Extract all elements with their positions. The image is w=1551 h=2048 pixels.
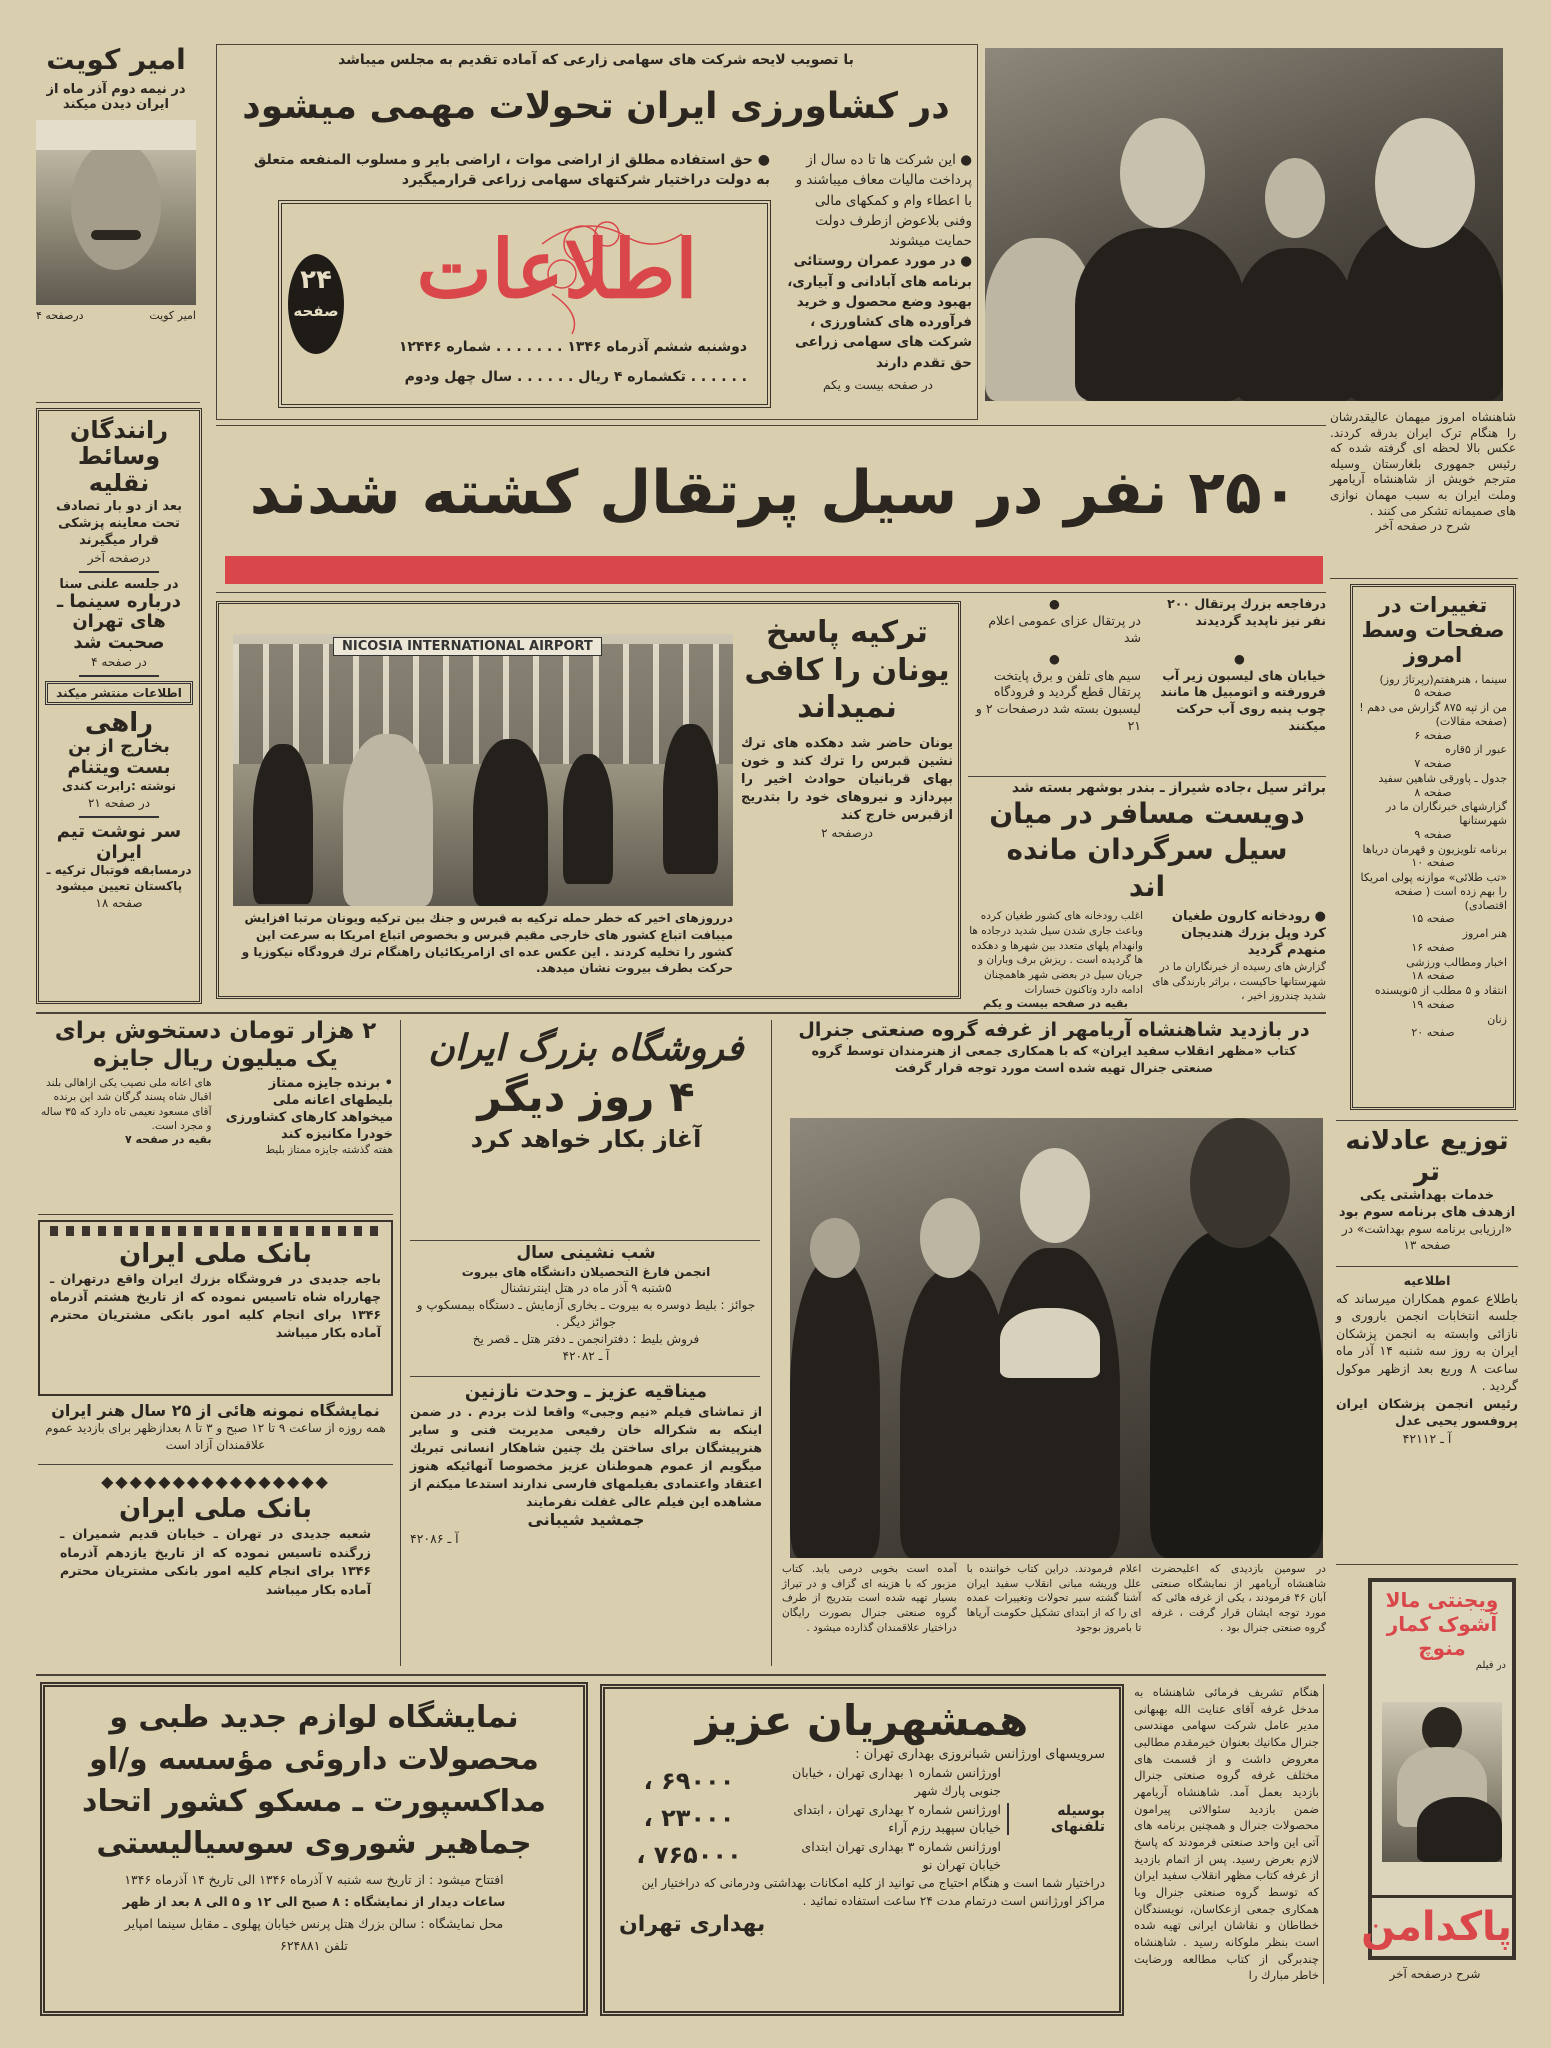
bullet-text: برنده جایزه ممتاز بلیطهای اعانه ملی میخواهد کارهای کشاورزی خودرا مکانیزه کند (225, 1076, 393, 1142)
general-visit-headline: در بازدید شاهنشاه آریامهر از غرفه گروه صنعتی جنرال (798, 1019, 1310, 1041)
portugal-bullet-4: ● سیم های تلفن و برق پایتخت پرتقال قطع گردید و فرودگاه لیسبون بسته شد درصفحات ۲ و ۲۱ (975, 650, 1141, 734)
gala-notice (404, 1244, 768, 1364)
gala-title: شب نشینی سال (516, 1243, 656, 1263)
kuwait-title: امیر کویت (46, 43, 186, 76)
date-line: دوشنبه ششم آذرماه ۱۳۴۶ . . . . . . . شماره ۱۲۴۴۶ (398, 339, 747, 355)
changes-item-text: سینما ، هنرهفتم(رپرتاژ روز) (1379, 672, 1507, 686)
store-ad-text: آغاز بکار خواهد کرد (470, 1124, 702, 1153)
changes-item-text: انتقاد و ۵ مطلب از ۵نویسنده (1374, 984, 1507, 998)
film-caption: شرح درصفحه آخر (1389, 1967, 1481, 1981)
drivers-ref: درصفحه آخر (87, 550, 151, 565)
changes-item-page: صفحه ۱۰ (1411, 856, 1455, 870)
caption-text: شاهنشاه امروز میهمان عالیقدرشان را هنگام ترک ایران بدرقه کردند. عکس بالا لحظه ای گرفته شده که رئیس جمهوری بلغارستان وسیله مترجم خویش از شاهنشاه آریامهر وملت ایران به سبب مهمان نوازی های صمیمانه تشکر می کنند . (1330, 410, 1516, 518)
bullet-text: رودخانه کارون طغیان کرد وپل بزرك هندیجان منهدم گردید (1171, 909, 1326, 958)
pages-badge-label: صفحه (293, 301, 339, 320)
cinema-ref: در صفحه ۴ (91, 654, 147, 669)
publisher-label: اطلاعات منتشر میکند (45, 681, 193, 705)
masthead (278, 200, 771, 408)
portugal-bullet-1: درفاجعه بزرك پرتقال ۲۰۰ نفر نیز ناپدید گردیدند (1167, 596, 1326, 628)
changes-item (1359, 701, 1507, 742)
cyprus-text-column (741, 614, 953, 842)
changes-item-page: صفحه ۷ (1414, 757, 1452, 771)
changes-item-page: صفحه ۸ (1414, 785, 1452, 799)
changes-item-page: صفحه ۶ (1414, 728, 1452, 742)
gala-when: ۵شنبه ۹ آذر ماه در هتل اینترنشنال (500, 1281, 672, 1296)
emergency-center-name: اورژانس شماره ۱ بهداری تهران ، خیابان جنوبی پارك شهر (792, 1765, 1001, 1798)
store-ad-title: فروشگاه بزرگ ایران (428, 1027, 744, 1069)
emergency-center-phone: ۶۹۰۰۰ ، (643, 1767, 735, 1795)
emergency-center-phone: ۷۶۵۰۰۰ ، (636, 1841, 742, 1869)
top-story-bullet-3: ● در مورد عمران روستائی برنامه های آبادانی و آبیاری، بهبود وضع محصول و خرید فرآورده های کشاورزی ، شرکت های سهامی زراعی حق تقدم دارند (787, 253, 972, 371)
lottery-col-1 (220, 1076, 394, 1156)
bullet-text: در پرتقال عزای عمومی اعلام شد (988, 612, 1141, 645)
changes-item-page: صفحه ۹ (1414, 827, 1452, 841)
top-story-side-column (784, 150, 972, 394)
emergency-center-phone: ۲۳۰۰۰ ، (643, 1804, 735, 1832)
lottery-note: هفته گذشته جایزه ممتاز بلیط (265, 1143, 393, 1156)
cinema-kicker: در جلسه علنی سنا (59, 576, 179, 592)
portugal-bullet-2: ● در پرتقال عزای عمومی اعلام شد (988, 596, 1141, 645)
rahi-author: نوشته :رابرت کندی (61, 779, 177, 794)
emergency-phone-label: بوسیله تلفنهای (1007, 1803, 1105, 1835)
changes-item-text: «تب طلائی» موازنه پولی امریکا را بهم زده است ( صفحه اقتصادی) (1360, 871, 1507, 912)
lottery-text: های اعانه ملی نصیب یکی ازاهالی بلند اقبال شاه پسند گرگان شد این برنده آقای مسعود نعیمی تاه دارد که ۳۵ ساله و مجرد است. (40, 1077, 212, 1132)
film-letter-text: از تماشای فیلم «نیم وجبی» واقعا لذت بردم . در ضمن اینکه به شکراله خان رفیعی مدیریت فنی و سایر هنرپیشگان برای ساختن یك چنین شاهکار انسانی تبریك میگویم از عموم هموطنان عزیز مخصوصا آنهائیکه هنوز اعتقاد واعتمادی بفیلمهای فارسی ندارند استدعا میکنم از مشاهده این فیلم عالی غفلت نفرمایند (410, 1403, 762, 1510)
changes-item-text: گزارشهای خبرنگاران ما در شهرستانها (1386, 800, 1507, 828)
kuwait-story (36, 44, 196, 322)
store-ad[interactable] (404, 1028, 768, 1153)
art-exhibition-notice (38, 1402, 393, 1453)
airport-sign: NICOSIA INTERNATIONAL AIRPORT (333, 637, 602, 656)
cinema-title: درباره سینما ـ های تهران صحبت شد (56, 590, 181, 654)
general-visit-col-1: در سومین بازدیدی که اعلیحضرت شاهنشاه آریامهر از نمایشگاه صنعتی آبان ۴۶ فرمودند ، یکی از غرفه هائی که مورد توجه ایشان قرار گرفت ، غرفه گروه صنعتی جنرال بود . (1151, 1563, 1326, 1634)
lottery-ref: بقیه در صفحه ۷ (124, 1132, 212, 1146)
emir-kuwait-photo (36, 120, 196, 305)
notice-title: اطلاعیه (1403, 1273, 1451, 1288)
royal-farewell-photo (985, 48, 1503, 401)
changes-item (1359, 1013, 1507, 1041)
kuwait-photo-label: امیر کویت (149, 309, 196, 323)
rahi-subtitle: بخارج از بن بست ویتنام (67, 736, 171, 778)
drivers-title: رانندگان وسائط نقلیه (69, 416, 169, 497)
notice (1336, 1272, 1518, 1447)
emergency-center-row (619, 1764, 1001, 1799)
changes-item-page: صفحه ۱۶ (1411, 940, 1455, 954)
rahi-title: راهی (84, 707, 154, 738)
cyprus-photo-caption: درروزهای اخیر که خطر حمله ترکیه به قبرس و جنك بین ترکیه ویونان مرتبا افزایش میبافت اتباع کشور های خارجی مقیم قبرس و بخصوص اتباع امریکا به سرعت این کشور را تخلیه کردند . این عکس عده ای ازامریکائیان راهنگام ترك فرودگاه نیکوزیا و حرکت بطرف بیروت نشان میدهد. (241, 911, 733, 976)
emergency-centers-list (619, 1762, 1001, 1875)
changes-item (1359, 772, 1507, 800)
pages-badge (288, 254, 344, 354)
team-text: درمسابقه فوتبال ترکیه ـ پاکستان تعیین میشود (46, 863, 192, 894)
cyprus-headline: ترکیه پاسخ یونان را کافی نمیداند (744, 615, 950, 725)
changes-item (1359, 743, 1507, 771)
portugal-bullet-3: ● خیابان های لیسبون زیر آب فرورفته و اتومبیل ها مانند چوب پنبه روی آب حرکت میکنند (1160, 650, 1326, 734)
emergency-ad-signature: بهداری تهران (619, 1912, 766, 1938)
soviet-expo-title: نمایشگاه لوازم جدید طبی و محصولات داروئی مؤسسه و/او مداکسپورت ـ مسکو کشور اتحاد جماهیر شوروی سوسیالیستی (82, 1700, 546, 1861)
bank-ad-2-title: بانک ملی ایران (119, 1494, 312, 1524)
lottery-headline: ۲ هزار تومان دستخوش برای یک میلیون ریال جایزه (54, 1018, 377, 1072)
bullet-text: این شرکت ها تا ده سال از پرداخت مالیات معاف میباشند و با اعطاء وام و کمکهای مالی وفنی بلاعوض ازطرف دولت حمایت میشوند (795, 152, 972, 249)
changes-item (1359, 871, 1507, 926)
general-visit-story (782, 1020, 1326, 1077)
gala-code: آ ـ ۴۲۰۸۲ (562, 1348, 610, 1363)
kuwait-subtitle: در نیمه دوم آذر ماه از ایران دیدن میکند (46, 82, 186, 113)
cyprus-text: یونان حاضر شد دهکده های ترك نشین قبرس را ترك کند و خون بهای قربانیان حوادث اخیر را بپردازد و نیروهای خود را بتدریج ازقبرس خارج کند (741, 735, 953, 824)
changes-item-text: برنامه تلویزیون و قهرمان دریاها (1362, 842, 1507, 856)
bullet-text: سیم های تلفن و برق پایتخت پرتقال قطع گردید و فرودگاه لیسبون بسته شد (993, 667, 1141, 717)
left-summary-box (36, 408, 202, 1004)
film-letter (410, 1382, 762, 1548)
changes-item-text: عبور از ۵قاره (1445, 743, 1507, 757)
kuwait-page-ref: درصفحه ۴ (36, 309, 84, 323)
changes-title: تغییرات در صفحات وسط امروز (1361, 593, 1505, 668)
iran-flood-story (968, 780, 1326, 1010)
art-exhibit-text: همه روزه از ساعت ۹ تا ۱۲ صبح و ۳ تا ۸ بعدازظهر برای بازدید عموم علاقمندان آزاد است (45, 1421, 386, 1452)
emergency-ad-title: همشهریان عزیز (695, 1696, 1029, 1745)
iran-flood-col-1 (1151, 909, 1326, 1010)
soviet-medical-expo-ad[interactable] (40, 1682, 588, 2016)
middle-pages-changes-box (1350, 584, 1516, 1110)
health-story (1336, 1126, 1518, 1253)
changes-item-text: هنر امروز (1462, 927, 1507, 941)
emergency-services-ad[interactable] (600, 1684, 1124, 2016)
emergency-ad-intro: سرویسهای اورژانس شبانروزی بهداری تهران : (855, 1747, 1105, 1763)
bullet-text: در مورد عمران روستائی برنامه های آبادانی و آبیاری، بهبود وضع محصول و خرید فرآورده های کشاورزی ، شرکت های سهامی زراعی حق تقدم دارند (787, 253, 972, 371)
cyprus-story (216, 601, 961, 999)
general-visit-col-4: هنگام تشریف فرمائی شاهنشاه به مدخل غرفه آقای عنایت الله بهبهانی مدیر عامل شرکت سهامی مهندسی جنرال مکانیك بعنوان خیرمقدم مطالبی معروض داشت و از قسمت های مختلف غرفه گروه صنعتی جنرال بازدید بعمل آمد. شاهنشاه آریامهر ضمن بازدید سئوالاتی پیرامون محصولات جنرال و همچنین برنامه های آتی این واحد صنعتی فرمودند که پاسخ لازم بعرض رسید. پس از اتمام بازدید از غرفه کتاب مظهر انقلاب سفید ایران که توسط گروه صنعتی جنرال وبا همکاری جمعی ازعکاسان، نویسندگان خطاطان و نقاشان ایرانی تهیه شده است بنظر ملوکانه رسید . شاهنشاه چندبرگی از کتاب مطالعه ورضایت خاطر مبارك را (1134, 1684, 1324, 1984)
changes-item (1359, 843, 1507, 871)
portugal-ref: درصفحات ۲ و ۲۱ (975, 701, 1141, 734)
rahi-ref: در صفحه ۲۱ (87, 796, 151, 811)
emergency-center-name: اورژانس شماره ۳ بهداری تهران ابتدای خیابان تهران نو (801, 1839, 1001, 1872)
film-ad-pakdaman[interactable] (1361, 1578, 1516, 1960)
portugal-bullets (968, 596, 1326, 735)
changes-item (1359, 673, 1507, 701)
gala-prizes: جوائز : بلیط دوسره به بیروت ـ بخاری آزمایش ـ دستگاه بیمسکوپ و جوائز دیگر . (416, 1298, 756, 1329)
bank-ad-1-text: باجه جدیدی در فروشگاه بزرك ایران واقع درتهران ـ چهارراه شاه تاسیس نموده که از تاریخ هشتم آذرماه ۱۳۴۶ برای انجام کلیه امور بانکی مشتریان محترم آماده بکار میباشد (50, 1270, 381, 1341)
top-story-bullet-1: ● حق استفاده مطلق از اراضی موات ، اراضی بایر و مسلوب المنفعه متعلق به دولت دراختیار شرکتهای سهامی زراعی قرارمیگیرد (253, 152, 770, 189)
price-line: . . . . . . تکشماره ۴ ریال . . . . . . سال چهل ودوم (404, 369, 747, 385)
bullet-text: حق استفاده مطلق از اراضی موات ، اراضی بایر و مسلوب المنفعه متعلق به دولت دراختیار شرکتهای سهامی زراعی قرارمیگیرد (253, 152, 770, 189)
diamond-border-top: ◆◆◆◆◆◆◆◆◆◆◆◆◆◆◆◆ (101, 1472, 330, 1491)
bank-melli-ad-1[interactable] (38, 1220, 393, 1396)
team-title: سر نوشت تیم ایران (56, 821, 182, 863)
iran-flood-kicker: براثر سیل ،جاده شیراز ـ بندر بوشهر بسته شد (1011, 780, 1326, 796)
film-letter-code: آ ـ ۴۲۰۸۶ (410, 1530, 459, 1546)
top-story-bullet-2: ● این شرکت ها تا ده سال از پرداخت مالیات معاف میباشند و با اعطاء وام و کمکهای مالی وفنی بلاعوض ازطرف دولت حمایت میشوند (795, 152, 972, 249)
top-story-headline: در کشاورزی ایران تحولات مهمی میشود (242, 86, 950, 127)
soviet-expo-opening: افتتاح میشود : از تاریخ سه شنبه ۷ آذرماه ۱۳۴۶ الی تاریخ ۱۴ آذرماه ۱۳۴۶ (124, 1872, 504, 1887)
film-still-photo (1382, 1702, 1502, 1862)
team-ref: صفحه ۱۸ (95, 895, 143, 910)
changes-item (1359, 927, 1507, 955)
iran-flood-ref: بقیه در صفحه بیست و یکم (983, 997, 1128, 1011)
film-cast-2: آشوک کمار (1386, 1612, 1498, 1636)
changes-item-text: من از تپه ۸۷۵ گزارش می دهم ! (صفحه مقالات) (1359, 701, 1507, 728)
art-exhibit-title: نمایشگاه نمونه هائی از ۲۵ سال هنر ایران (51, 1401, 380, 1420)
film-cast-3: منوچ (1418, 1636, 1466, 1660)
bullet-text: خیابان های لیسبون زیر آب فرورفته و اتومبیل ها مانند چوب پنبه روی آب حرکت میکنند (1160, 667, 1326, 734)
notice-signature: رئیس انجمن پزشکان ایران پروفسور یحیی عدل (1336, 1395, 1518, 1428)
logo-text: اطلاعات (416, 222, 698, 316)
film-cast-1: ویجنتی مالا (1385, 1588, 1499, 1612)
red-banner-bar (225, 556, 1323, 584)
lottery-story (38, 1018, 393, 1156)
emergency-center-name: اورژانس شماره ۲ بهداری تهران ، ابتدای خیابان سپهبد رزم آراء (793, 1802, 1001, 1835)
changes-item-page: صفحه ۱۵ (1411, 912, 1455, 926)
film-title: پاکدامن (1372, 1895, 1512, 1950)
changes-item-text: زنان (1487, 1012, 1507, 1026)
changes-item-text: جدول ـ پاورقی شاهین سفید (1378, 771, 1507, 785)
masthead-logo (372, 204, 742, 334)
royal-photo-continued: شرح در صفحه آخر (1375, 519, 1471, 534)
cyprus-ref: درصفحه ۲ (821, 826, 873, 841)
film-tag: در فیلم (1475, 1660, 1506, 1671)
health-ref: «ارزیابی برنامه سوم بهداشت» در صفحه ۱۳ (1341, 1222, 1513, 1252)
emergency-ad-outro: دراختیار شما است و هنگام احتیاج می توانید از کلیه امکانات بهداشتی ودرمانی که دراختیار این مراکز اورژانس است درتمام مدت ۲۴ ساعت استفاده نمائید . (641, 1876, 1105, 1908)
iran-flood-text-2: اغلب رودخانه های کشور طغیان کرده وباعث جاری شدن سیل شدید درجاده ها وانهدام پلهای متعدد بین شهرها و دهکده ها گردیده است . ریزش برف وباران و جریان سیل در بعضی شهر هاهمچنان ادامه دارد وتاکنون خسارات (969, 910, 1143, 996)
general-visit-col-2: اعلام فرمودند. دراین کتاب خواننده با علل وریشه مبانی انقلاب سفید ایران آشنا گشته سیر تحولات وتغییرات عمده ای را که از ابتدای تشکیل حکومت آریاها تا بامروز بوجود (966, 1563, 1142, 1634)
film-letter-title: میناقیه عزیز ـ وحدت نازنین (464, 1381, 708, 1402)
soviet-expo-phone: تلفن ۶۲۴۸۸۱ (280, 1937, 348, 1953)
drivers-text: بعد از دو بار تصادف تحت معاینه پزشکی قرار میگیرند (55, 499, 183, 548)
gala-tickets: فروش بلیط : دفترانجمن ـ دفتر هتل ـ قصر یخ (472, 1331, 700, 1346)
changes-item-page: صفحه ۱۹ (1411, 997, 1455, 1011)
nicosia-airport-photo (233, 634, 733, 906)
changes-item (1359, 984, 1507, 1012)
health-text: خدمات بهداشتی یکی ازهدف های برنامه سوم بود (1338, 1188, 1516, 1221)
iran-flood-bullet: ● رودخانه کارون طغیان کرد وپل بزرك هندیجان منهدم گردید (1171, 909, 1326, 958)
iran-flood-headline: دویست مسافر در میان سیل سرگردان مانده اند (989, 797, 1305, 903)
notice-code: آ ـ ۴۲۱۱۲ (1402, 1430, 1452, 1446)
general-visit-sub: کتاب «مظهر انقلاب سفید ایران» که با همکاری جمعی از هنرمندان توسط گروه صنعتی جنرال تهیه شده است مورد توجه قرار گرفت (811, 1042, 1297, 1076)
top-story-kicker: با تصویب لایحه شرکت های سهامی زارعی که آماده تقدیم به مجلس میباشد (338, 52, 854, 68)
pages-badge-number: ۲۴ (300, 265, 332, 295)
general-visit-columns (782, 1562, 1326, 1635)
emergency-center-row (619, 1801, 1001, 1836)
general-visit-photo (790, 1118, 1323, 1558)
notice-text: باطلاع عموم همکاران میرساند که جلسه انتخابات انجمن باروری و نازائی وابسته به انجمن پزشکان ایران به روز سه شنبه ۱۴ آذر ماه ساعت ۸ وربع بعد ازظهر موکول گردید . (1336, 1290, 1518, 1393)
iran-flood-text-1: گزارش های رسیده از خبرنگاران ما در شهرستانها حاکیست ، براثر بارندگی های شدید چندروز اخیر ، (1152, 960, 1326, 1003)
soviet-expo-hours: ساعات دیدار از نمایشگاه : ۸ صبح الی ۱۲ و ۵ الی ۸ بعد از ظهر (122, 1893, 506, 1909)
royal-photo-caption (1330, 410, 1516, 535)
soviet-expo-venue: محل نمایشگاه : سالن بزرك هتل پرنس خیابان پهلوی ـ مقابل سینما امپایر (124, 1915, 504, 1931)
lottery-bullet: • برنده جایزه ممتاز بلیطهای اعانه ملی میخواهد کارهای کشاورزی خودرا مکانیزه کند (225, 1076, 393, 1142)
soviet-expo-details (61, 1869, 567, 1957)
iran-flood-col-2 (968, 909, 1143, 1010)
health-title: توزیع عادلانه تر (1345, 1126, 1509, 1188)
bank-ad-1-title: بانک ملی ایران (119, 1239, 312, 1269)
changes-list (1359, 673, 1507, 1041)
changes-item-page: صفحه ۲۰ (1411, 1026, 1455, 1040)
store-ad-days: ۴ روز دیگر (477, 1072, 695, 1122)
changes-item-text: اخبار ومطالب ورزشی (1406, 955, 1507, 969)
gala-org: انجمن فارغ التحصیلان دانشگاه های بیروت (461, 1264, 711, 1279)
bank-ad-2-text: شعبه جدیدی در تهران ـ خیابان قدیم شمیران ـ زرگنده تاسیس نموده که از تاریخ یازدهم آذرماه ۱۳۴۶ برای انجام کلیه امور بانکی مشتریان محترم آماده بکار میباشد (60, 1525, 371, 1598)
bank-melli-ad-2[interactable] (38, 1472, 393, 1658)
general-visit-col-3: آمده است بخوبی درمی یابد. کتاب مزبور که با هزینه ای گزاف و در تیراژ بسیار تهیه شده است بتدریج از طرف گروه صنعتی جنرال بصورت رایگان دراختیار علاقمندان گذارده میشود . (782, 1563, 957, 1634)
changes-item-page: صفحه ۵ (1414, 686, 1452, 700)
changes-item (1359, 800, 1507, 841)
main-headline: ۲۵۰ نفر در سیل پرتقال کشته شدند (249, 458, 1299, 528)
top-story-continued: در صفحه بیست و یکم (822, 377, 934, 392)
changes-item-page: صفحه ۱۸ (1411, 969, 1455, 983)
changes-item (1359, 956, 1507, 984)
film-letter-signature: جمشید شیبانی (527, 1510, 645, 1530)
lottery-col-2 (38, 1076, 212, 1156)
emergency-center-row (619, 1838, 1001, 1873)
